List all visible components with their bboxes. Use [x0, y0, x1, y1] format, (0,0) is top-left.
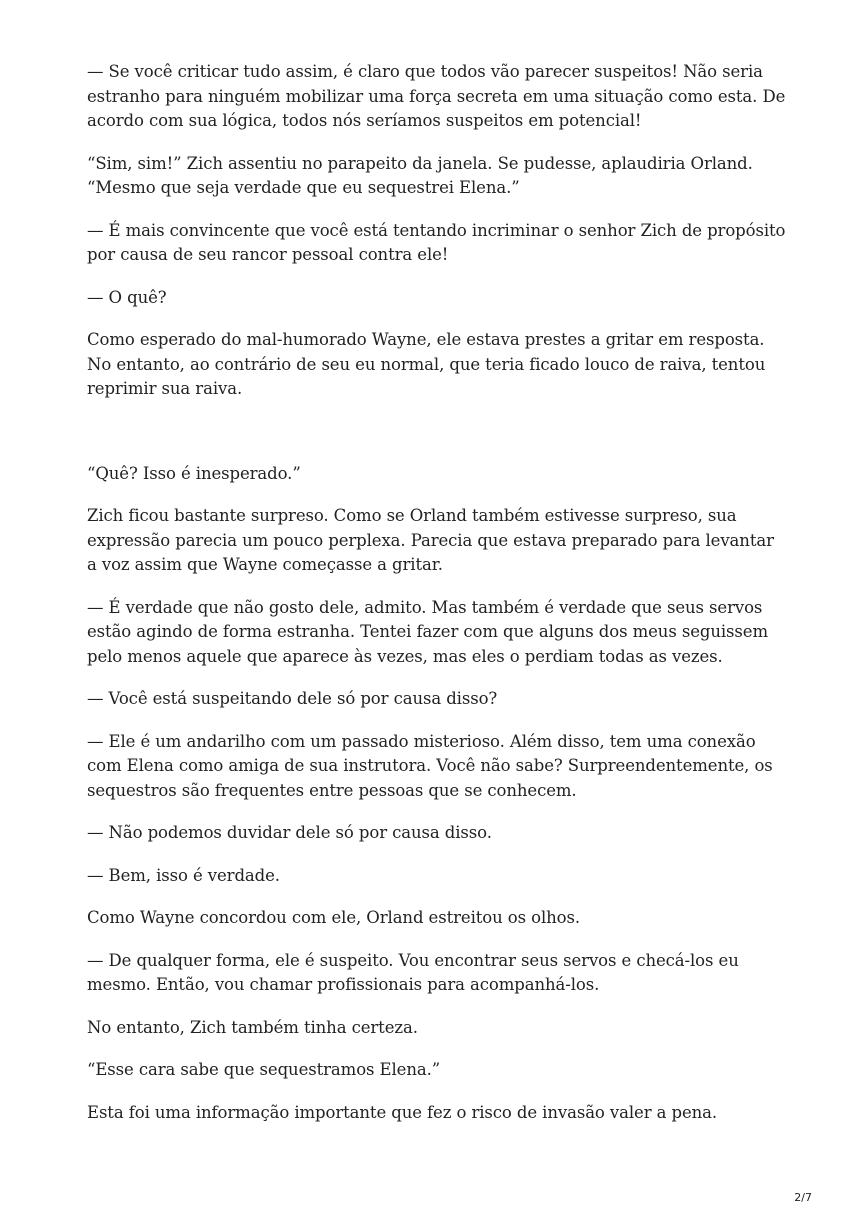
- paragraph-5: Como esperado do mal-humorado Wayne, ele estava prestes a gritar em resposta. No entanto, ao contrário de seu eu normal, que teria ficado louco de raiva, tentou reprimir sua raiva.: [87, 330, 766, 398]
- paragraph-14: — De qualquer forma, ele é suspeito. Vou encontrar seus servos e checá-los eu mesmo. Então, vou chamar profissionais para acompanhá-los.: [87, 950, 739, 994]
- paragraph-15: No entanto, Zich também tinha certeza.: [87, 1017, 418, 1037]
- paragraph-17: Esta foi uma informação importante que fez o risco de invasão valer a pena.: [87, 1102, 718, 1122]
- paragraph-10: — Ele é um andarilho com um passado misterioso. Além disso, tem uma conexão com Elena como amiga de sua instrutora. Você não sabe? Surpreendentemente, os sequestros são frequentes entre pessoas que se conhecem.: [87, 731, 773, 800]
- paragraph-4: — O quê?: [87, 287, 167, 307]
- document-body: [87, 60, 787, 1143]
- paragraph-9: — Você está suspeitando dele só por causa disso?: [87, 689, 498, 708]
- paragraph-12: — Bem, isso é verdade.: [87, 865, 280, 885]
- paragraph-11: — Não podemos duvidar dele só por causa disso.: [87, 823, 492, 842]
- paragraph-16: “Esse cara sabe que sequestramos Elena.”: [87, 1060, 441, 1079]
- paragraph-8: — É verdade que não gosto dele, admito. Mas também é verdade que seus servos estão agindo de forma estranha. Tentei fazer com que alguns dos meus seguissem pelo menos aquele que aparece às vezes, mas eles o perdiam todas as vezes.: [87, 597, 768, 666]
- paragraph-13: Como Wayne concordou com ele, Orland estreitou os olhos.: [87, 908, 581, 927]
- paragraph-6: “Quê? Isso é inesperado.”: [87, 463, 301, 483]
- paragraph-2: “Sim, sim!” Zich assentiu no parapeito da janela. Se pudesse, aplaudiria Orland. “Mesmo que seja verdade que eu sequestrei Elena.”: [87, 153, 753, 197]
- paragraph-3: — É mais convincente que você está tentando incriminar o senhor Zich de propósito por causa de seu rancor pessoal contra ele!: [87, 220, 786, 264]
- paragraph-7: Zich ficou bastante surpreso. Como se Orland também estivesse surpreso, sua expressão parecia um pouco perplexa. Parecia que estava preparado para levantar a voz assim que Wayne começasse a gritar.: [87, 506, 774, 574]
- paragraph-1: — Se você criticar tudo assim, é claro que todos vão parecer suspeitos! Não seria estranho para ninguém mobilizar uma força secreta em uma situação como esta. De acordo com sua lógica, todos nós seríamos suspeitos em potencial!: [87, 62, 786, 130]
- page-number: 2/7: [794, 1191, 812, 1204]
